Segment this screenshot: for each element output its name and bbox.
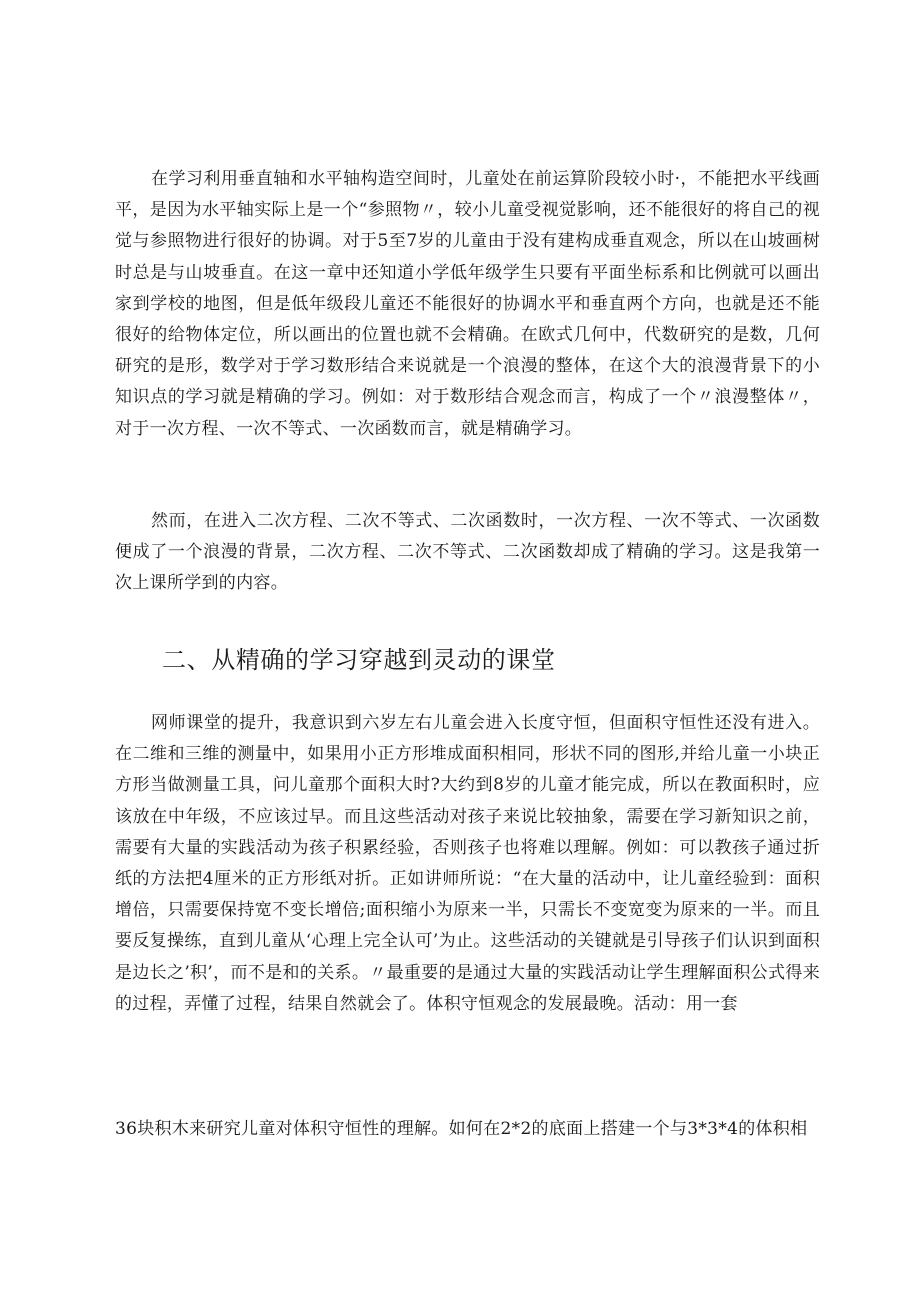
body-paragraph-volume-blocks: 36块积木来研究儿童对体积守恒性的理解。如何在2*2的底面上搭建一个与3*3*4的体积相 <box>115 1119 808 1139</box>
section-heading: 二、从精确的学习穿越到灵动的课堂 <box>162 646 556 674</box>
body-paragraph-quadratic: 然而，在进入二次方程、二次不等式、二次函数时，一次方程、一次不等式、一次函数便成了一个浪漫的背景，二次方程、二次不等式、二次函数却成了精确的学习。这是我第一次上课所学到的内容。 <box>115 511 820 594</box>
body-paragraph-area-conservation: 网师课堂的提升，我意识到六岁左右儿童会进入长度守恒，但面积守恒性还没有进入。在二维和三维的测量中，如果用小正方形堆成面积相同，形状不同的图形,并给儿童一小块正方形当做测量工具，问儿童那个面积大时?大约到8岁的儿童才能完成，所以在教面积时，应该放在中年级，不应该过早。而且这些活动对孩子来说比较抽象，需要在学习新知识之前，需要有大量的实践活动为孩子积累经验，否则孩子也将难以理解。例如：可以教孩子通过折纸的方法把4厘米的正方形纸对折。正如讲师所说：“在大量的活动中，让儿童经验到：面积增倍，只需要保持宽不变长增倍;面积缩小为原来一半，只需长不变宽变为原来的一半。而且要反复操练，直到儿童从‘心理上完全认可’为止。这些活动的关键就是引导孩子们认识到面积是边长之’积’，而不是和的关系。〃最重要的是通过大量的实践活动让学生理解面积公式得来的过程，弄懂了过程，结果自然就会了。体积守恒观念的发展最晚。活动：用一套 <box>115 713 820 1014</box>
body-paragraph-spatial-axes: 在学习利用垂直轴和水平轴构造空间时，儿童处在前运算阶段较小时·，不能把水平线画平，是因为水平轴实际上是一个“参照物〃，较小儿童受视觉影响，还不能很好的将自己的视觉与参照物进行很好的协调。对于5至7岁的儿童由于没有建构成垂直观念，所以在山坡画树时总是与山坡垂直。在这一章中还知道小学低年级学生只要有平面坐标系和比例就可以画出家到学校的地图，但是低年级段儿童还不能很好的协调水平和垂直两个方向，也就是还不能很好的给物体定位，所以画出的位置也就不会精确。在欧式几何中，代数研究的是数，几何研究的是形，数学对于学习数形结合来说就是一个浪漫的整体，在这个大的浪漫背景下的小知识点的学习就是精确的学习。例如：对于数形结合观念而言，构成了一个〃浪漫整体〃，对于一次方程、一次不等式、一次函数而言，就是精确学习。 <box>115 169 820 439</box>
